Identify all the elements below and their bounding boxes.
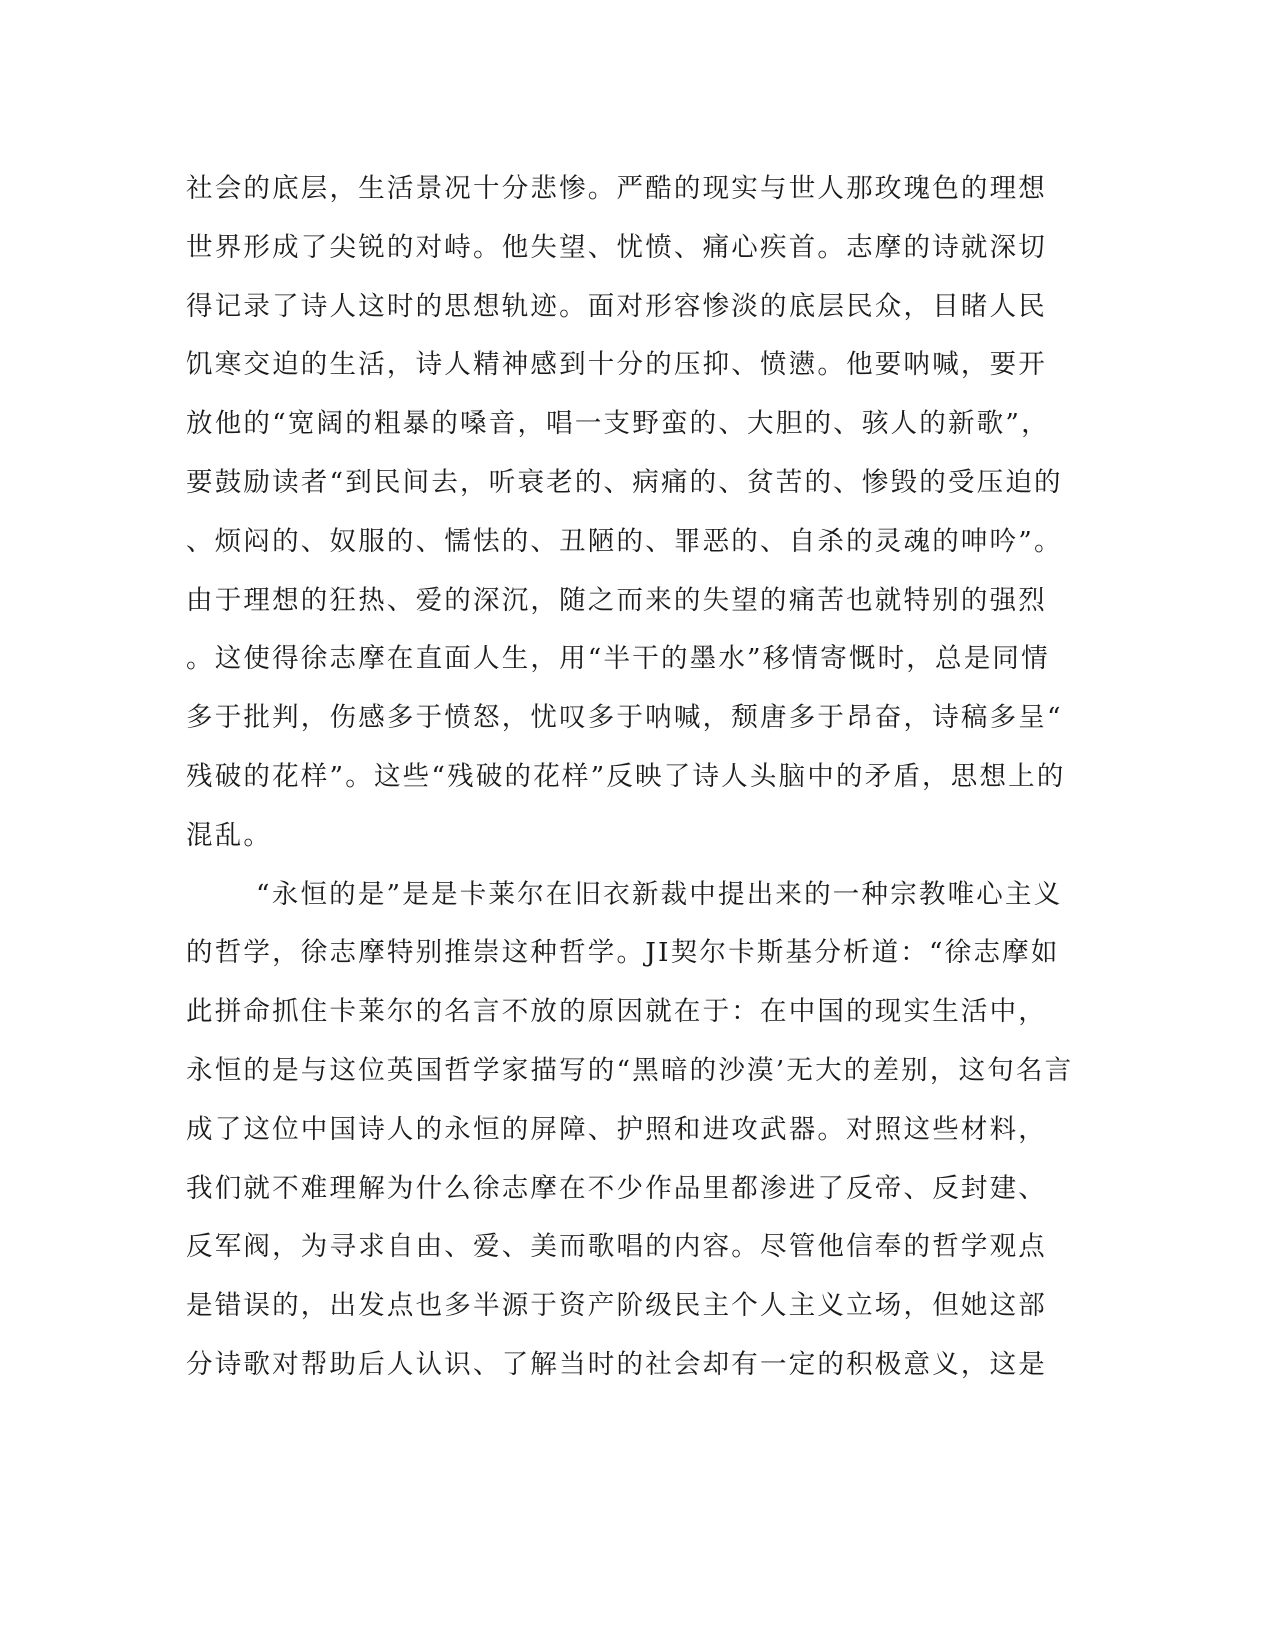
text-line: 得记录了诗人这时的思想轨迹。面对形容惨淡的底层民众，目睹人民 [186, 290, 1047, 322]
text-line: 要鼓励读者“到民间去，听衰老的、病痛的、贫苦的、惨毁的受压迫的 [186, 466, 1063, 498]
text-line: 、烦闷的、奴服的、懦怯的、丑陋的、罪恶的、自杀的灵魂的呻吟”。 [186, 525, 1063, 557]
text-line-indented: “永恒的是”是是卡莱尔在旧衣新裁中提出来的一种宗教唯心主义 [256, 878, 1063, 910]
text-line: 社会的底层，生活景况十分悲惨。严酷的现实与世人那玫瑰色的理想 [186, 173, 1047, 204]
text-line: 残破的花样”。这些“残破的花样”反映了诗人头脑中的矛盾，思想上的 [186, 760, 1066, 792]
text-line: 多于批判，伤感多于愤怒，忧叹多于呐喊，颓唐多于昂奋，诗稿多呈“ [186, 702, 1063, 734]
text-line: 的哲学，徐志摩特别推崇这种哲学。JI契尔卡斯基分析道：“徐志摩如 [186, 937, 1060, 969]
text-line: 饥寒交迫的生活，诗人精神感到十分的压抑、愤懑。他要呐喊，要开 [186, 349, 1047, 381]
text-line: 世界形成了尖锐的对峙。他失望、忧愤、痛心疾首。志摩的诗就深切 [186, 231, 1047, 263]
text-line: 永恒的是与这位英国哲学家描写的“黑暗的沙漠’无大的差别，这句名言 [186, 1054, 1074, 1086]
text-line: 放他的“宽阔的粗暴的嗓音，唱一支野蛮的、大胆的、骇人的新歌”， [186, 408, 1050, 440]
text-line: 是错误的，出发点也多半源于资产阶级民主个人主义立场，但她这部 [186, 1290, 1047, 1322]
text-line: 反军阀，为寻求自由、爱、美而歌唱的内容。尽管他信奉的哲学观点 [186, 1231, 1047, 1263]
text-line: 混乱。 [186, 819, 273, 851]
text-line: 分诗歌对帮助后人认识、了解当时的社会却有一定的积极意义，这是 [186, 1348, 1047, 1380]
text-line: 此拼命抓住卡莱尔的名言不放的原因就在于：在中国的现实生活中， [186, 996, 1047, 1028]
text-line: 。这使得徐志摩在直面人生，用“半干的墨水”移情寄慨时，总是同情 [186, 643, 1050, 675]
text-line: 成了这位中国诗人的永恒的屏障、护照和进攻武器。对照这些材料， [186, 1113, 1047, 1145]
text-line: 我们就不难理解为什么徐志摩在不少作品里都渗进了反帝、反封建、 [186, 1172, 1047, 1204]
text-line: 由于理想的狂热、爱的深沉，随之而来的失望的痛苦也就特别的强烈 [186, 584, 1047, 616]
body-text [186, 160, 1074, 1395]
